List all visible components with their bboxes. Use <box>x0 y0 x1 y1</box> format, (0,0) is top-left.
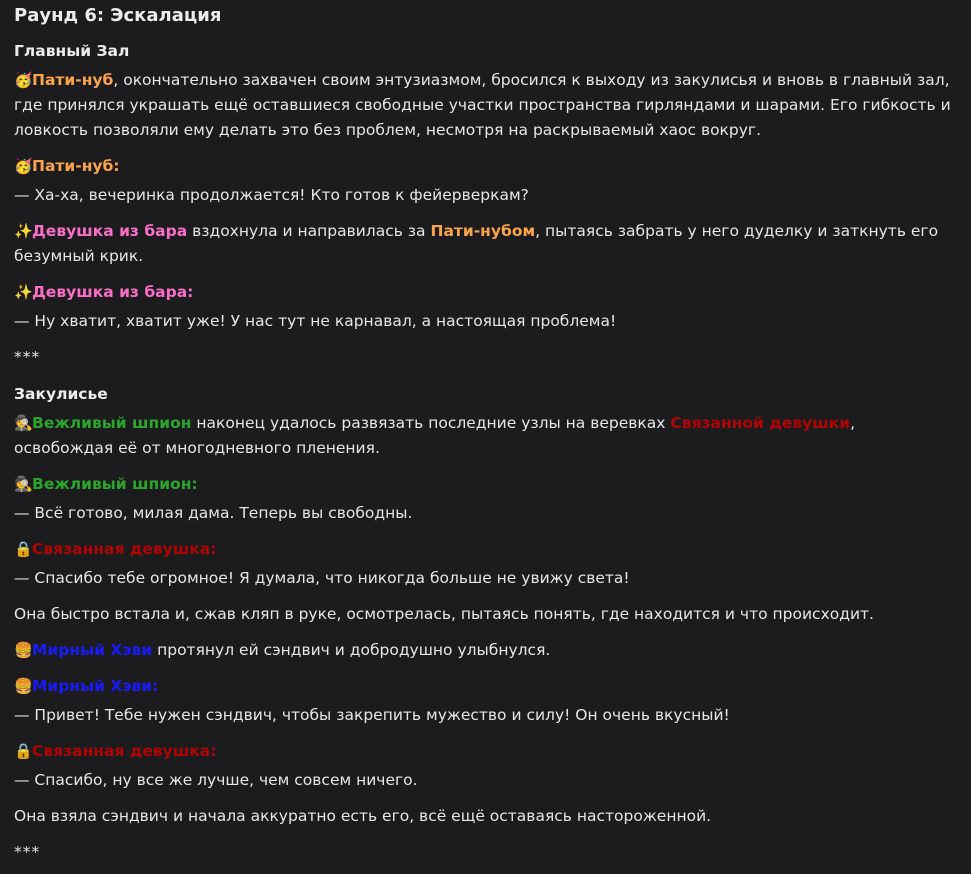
section-heading-backstage: Закулисье <box>14 385 108 403</box>
character-name-polite-spy: Вежливый шпион <box>32 414 192 432</box>
dialogue-line: — Всё готово, милая дама. Теперь вы свободны. <box>14 504 413 522</box>
character-name-bound-girl: Связанной девушки <box>670 414 851 432</box>
lock-icon: 🔒 <box>14 540 33 558</box>
character-name-peaceful-heavy: Мирный Хэви <box>32 641 153 659</box>
dialogue-line: — Ну хватит, хватит уже! У нас тут не карнавал, а настоящая проблема! <box>14 312 617 330</box>
speaker-label <box>14 280 959 305</box>
sparkles-icon: ✨ <box>14 283 33 301</box>
narration-text: вздохнула и направилась за <box>187 222 431 240</box>
speaker-name-bound-girl: Связанная девушка: <box>32 742 217 760</box>
scene-separator: *** <box>14 348 41 366</box>
narration-text: протянул ей сэндвич и добродушно улыбнулся. <box>152 641 551 659</box>
lock-icon: 🔒 <box>14 742 33 760</box>
speaker-label <box>14 674 959 699</box>
narration-text: наконец удалось развязать последние узлы на веревках <box>191 414 671 432</box>
burger-icon: 🍔 <box>14 641 33 659</box>
section-heading-main-hall: Главный Зал <box>14 42 130 60</box>
dialogue-line: — Спасибо тебе огромное! Я думала, что никогда больше не увижу света! <box>14 569 630 587</box>
party-face-icon: 🥳 <box>14 157 33 175</box>
narration-paragraph: Она быстро встала и, сжав кляп в руке, осмотрелась, пытаясь понять, где находится и что происходит. <box>14 605 874 623</box>
speaker-name-polite-spy: Вежливый шпион: <box>32 475 198 493</box>
speaker-name-bound-girl: Связанная девушка: <box>32 540 217 558</box>
speaker-name-bar-girl: Девушка из бара: <box>32 283 194 301</box>
speaker-label <box>14 472 959 497</box>
dialogue-line: — Ха-ха, вечеринка продолжается! Кто готов к фейерверкам? <box>14 186 529 204</box>
dialogue-line: — Спасибо, ну все же лучше, чем совсем ничего. <box>14 771 418 789</box>
character-name-party-noob: Пати-нубом <box>430 222 536 240</box>
narration-text: , окончательно захвачен своим энтузиазмом, бросился к выходу из закулисья и вновь в главный зал, где принялся украшать ещё оставшиеся свободные участки пространства гирляндами и шарами. Его гибкость и ловкость позволяли ему делать это без проблем, несмотря на раскрываемый хаос вокруг. <box>14 71 951 139</box>
narration-text: , освобождая её от многодневного пленения. <box>14 414 856 457</box>
narration-paragraph <box>14 219 959 269</box>
narration-paragraph <box>14 411 959 461</box>
scene-separator: *** <box>14 843 41 861</box>
speaker-name-party-noob: Пати-нуб: <box>32 157 120 175</box>
narration-text: , пытаясь забрать у него дуделку и заткнуть его безумный крик. <box>14 222 939 265</box>
narration-paragraph: Она взяла сэндвич и начала аккуратно есть его, всё ещё оставаясь настороженной. <box>14 807 712 825</box>
spy-icon: 🕵 <box>14 414 33 432</box>
character-name-bar-girl: Девушка из бара <box>32 222 188 240</box>
narration-paragraph <box>14 68 959 143</box>
burger-icon: 🍔 <box>14 677 33 695</box>
speaker-label <box>14 154 959 179</box>
speaker-name-peaceful-heavy: Мирный Хэви: <box>32 677 159 695</box>
sparkles-icon: ✨ <box>14 222 33 240</box>
party-face-icon: 🥳 <box>14 71 33 89</box>
spy-icon: 🕵 <box>14 475 33 493</box>
speaker-label <box>14 739 959 764</box>
story-document <box>14 2 959 865</box>
narration-paragraph <box>14 638 959 663</box>
character-name-party-noob: Пати-нуб <box>32 71 114 89</box>
dialogue-line: — Привет! Тебе нужен сэндвич, чтобы закрепить мужество и силу! Он очень вкусный! <box>14 706 730 724</box>
speaker-label <box>14 537 959 562</box>
page-title: Раунд 6: Эскалация <box>14 5 222 26</box>
